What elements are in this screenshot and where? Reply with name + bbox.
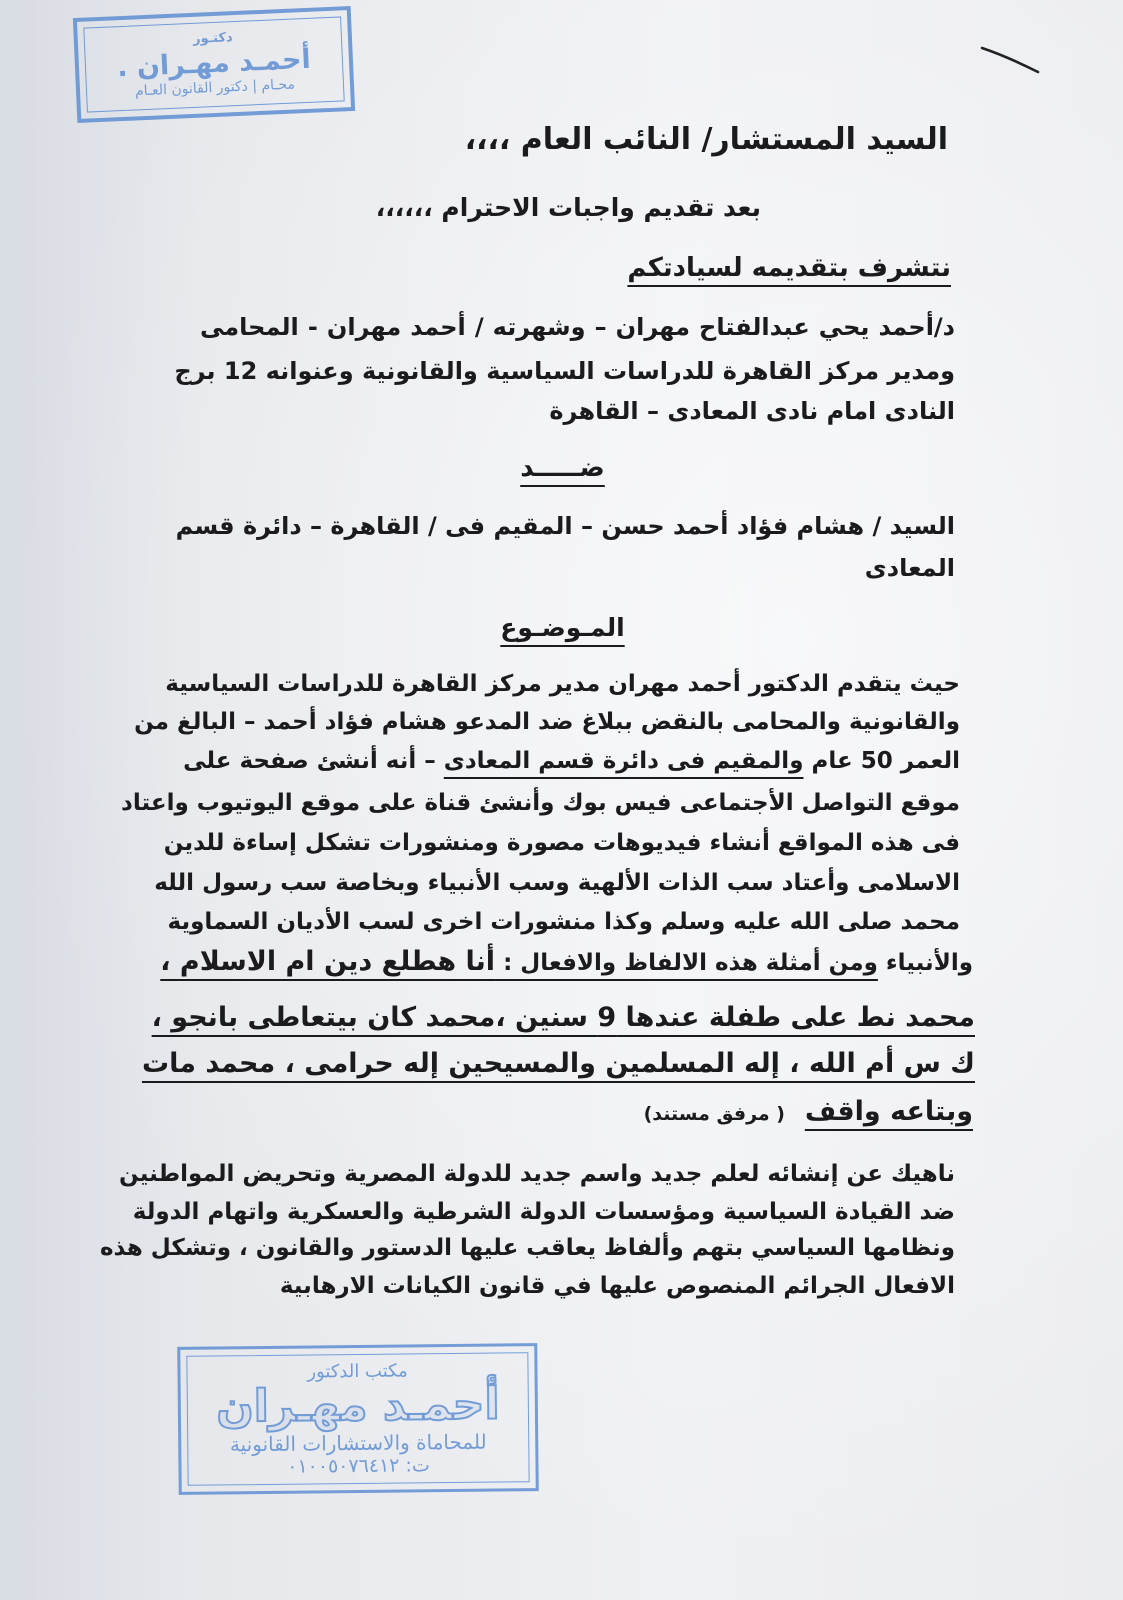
- stamp-role: محـام | دكتور القانون العـام: [134, 76, 296, 100]
- complainant-line-2: ومدير مركز القاهرة للدراسات السياسية والقانونية وعنوانه 12 برج: [174, 357, 955, 385]
- quote-line-3-text: وبتاعه واقف: [804, 1096, 973, 1127]
- subject-line-3-end: – أنه أنشئ صفحة على: [183, 748, 444, 774]
- stamp-title: مكتب الدكتور: [307, 1360, 408, 1383]
- respondent-line-2: المعادى: [864, 554, 955, 582]
- subject-line-3-start: العمر 50 عام: [803, 748, 960, 774]
- closing-line-1: ناهيك عن إنشائه لعلم جديد واسم جديد للدولة المصرية وتحريض المواطنين: [119, 1161, 955, 1187]
- subject-line-2: والقانونية والمحامى بالنقض ببلاغ ضد المدعو هشام فؤاد أحمد – البالغ من: [134, 709, 960, 735]
- closing-line-2: ضد القيادة السياسية ومؤسسات الدولة الشرطية والعسكرية واتهام الدولة: [132, 1199, 955, 1225]
- stamp-subtitle: للمحاماة والاستشارات القانونية: [229, 1429, 487, 1456]
- quote-line-1: محمد نط على طفلة عندها 9 سنين ،محمد كان بيتعاطى بانجو ،: [151, 1002, 975, 1033]
- subject-line-7: محمد صلى الله عليه وسلم وكذا منشورات اخرى لسب الأديان السماوية: [167, 909, 960, 935]
- greeting-line: بعد تقديم واجبات الاحترام ،،،،،،: [375, 193, 761, 222]
- subject-line-3: [183, 747, 960, 777]
- addressee-heading: السيد المستشار/ النائب العام ،،،،: [464, 122, 948, 157]
- subject-line-8: [160, 944, 973, 979]
- stamp-inner-frame: [83, 16, 344, 112]
- respondent-line-1: السيد / هشام فؤاد أحمد حسن – المقيم فى / القاهرة – دائرة قسم: [175, 512, 955, 540]
- against-label: ضـــــد: [520, 453, 605, 483]
- stamp-name: أحمـد مهـران .: [116, 43, 312, 83]
- stamp-phone: ت: ٠١٠٠٥٠٧٦٤١٢: [287, 1453, 430, 1478]
- quote-line-3: [644, 1094, 973, 1129]
- subject-line-4: موقع التواصل الأجتماعى فيس بوك وأنشئ قناة على موقع اليوتيوب واعتاد: [121, 790, 960, 816]
- complainant-line-1: د/أحمد يحي عبدالفتاح مهران – وشهرته / أحمد مهران - المحامى: [200, 313, 955, 341]
- subject-line-3-address: والمقيم فى دائرة قسم المعادى: [443, 748, 804, 774]
- subject-line-8-examples: ومن أمثلة هذه الالفاظ والافعال :: [495, 950, 878, 976]
- stamp-inner-frame: [186, 1352, 529, 1486]
- quote-line-2: ك س أم الله ، إله المسلمين والمسيحين إله حرامى ، محمد مات: [141, 1048, 975, 1079]
- subject-line-5: فى هذه المواقع أنشاء فيديوهات مصورة ومنشورات تشكل إساءة للدين: [163, 830, 960, 856]
- intro-line: نتشرف بتقديمه لسيادتكم: [627, 253, 951, 283]
- stamp-title: دكتـور: [192, 30, 233, 47]
- subject-label: المـوضـوع: [500, 613, 625, 642]
- subject-line-6: الاسلامى وأعتاد سب الذات الألهية وسب الأنبياء وبخاصة سب رسول الله: [154, 870, 960, 896]
- law-office-stamp-bottom: [177, 1343, 539, 1495]
- pen-mark-icon: [978, 40, 1042, 80]
- quote-line-0: أنا هطلع دين ام الاسلام ،: [160, 946, 496, 977]
- lawyer-stamp-top: [73, 6, 355, 123]
- subject-line-8-start: والأنبياء: [877, 950, 973, 976]
- stamp-name: أحمـد مهـران: [215, 1378, 500, 1433]
- closing-line-3: ونظامها السياسي بتهم وألفاظ يعاقب عليها الدستور والقانون ، وتشكل هذه: [99, 1235, 955, 1261]
- closing-line-4: الافعال الجرائم المنصوص عليها في قانون الكيانات الارهابية: [279, 1273, 955, 1299]
- complainant-line-3: النادى امام نادى المعادى – القاهرة: [549, 397, 955, 425]
- attachment-note: ( مرفق مستند): [643, 1103, 785, 1125]
- subject-line-1: حيث يتقدم الدكتور أحمد مهران مدير مركز القاهرة للدراسات السياسية: [165, 671, 960, 697]
